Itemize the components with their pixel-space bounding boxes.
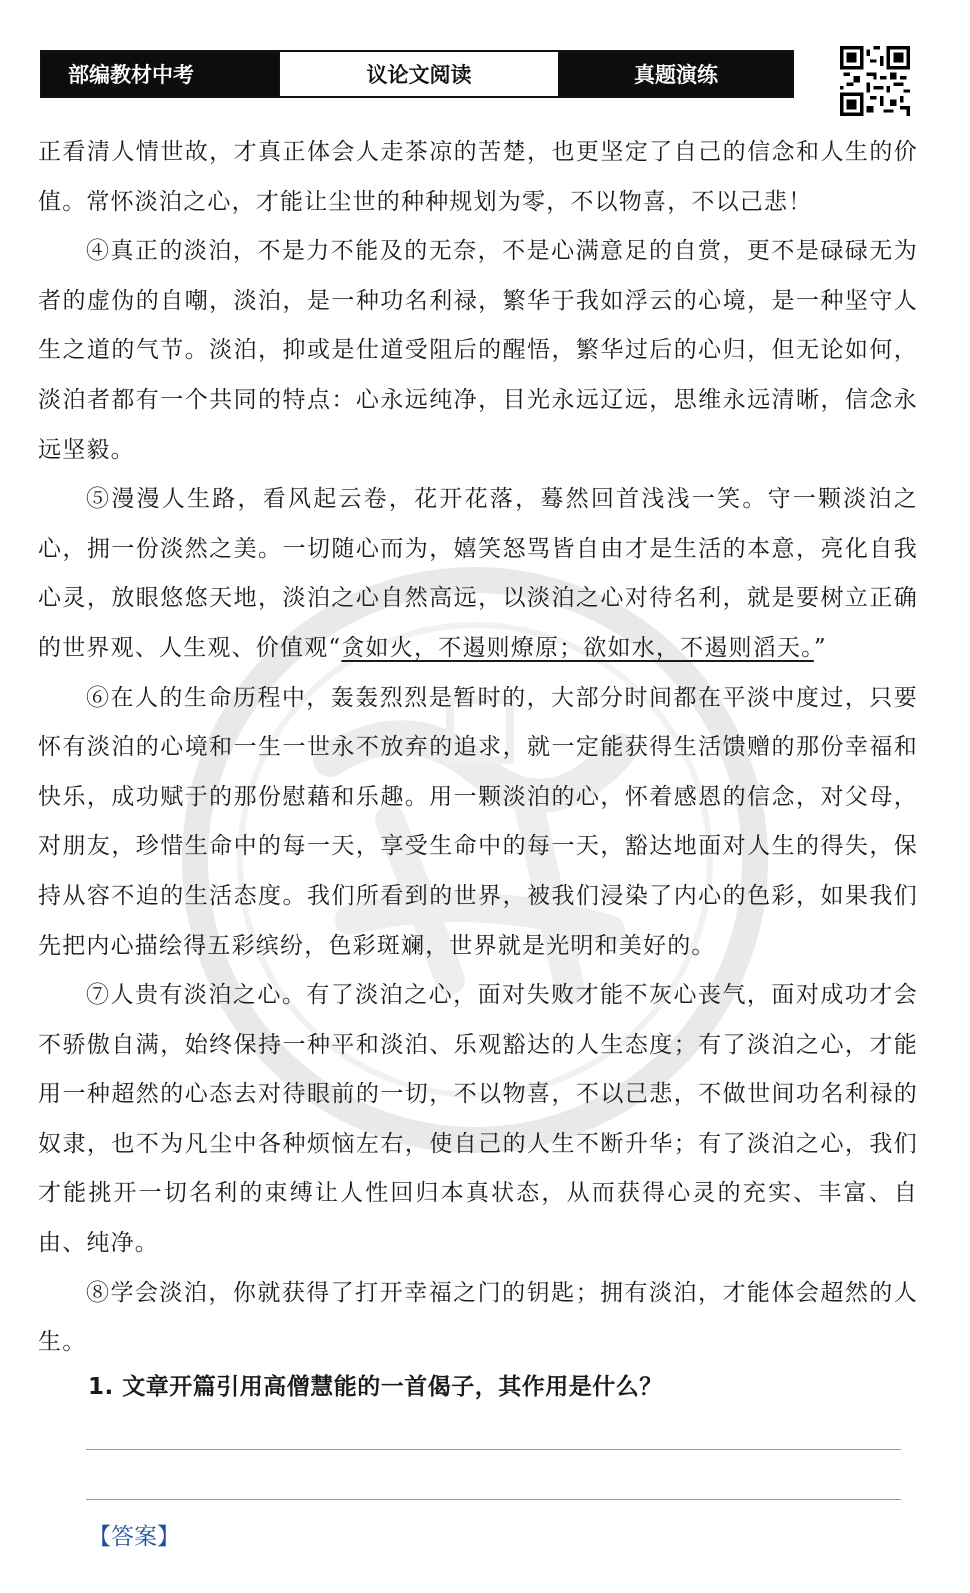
question-1: 1. 文章开篇引用高僧慧能的一首偈子，其作用是什么？ bbox=[88, 1374, 663, 1400]
paragraph-5-text: ⑤漫漫人生路，看风起云卷，花开花落，蓦然回首浅浅一笑。守一颗淡泊之心，拥一份淡然之美。一切随心而为，嬉笑怒骂皆自由才是生活的本意，亮化自我心灵，放眼悠悠天地，淡泊之心自然高远，以淡泊之心对待名利，就是要树立正确的世界观、人生观、价值观“ bbox=[38, 486, 918, 661]
paragraph-5-underlined-quote: 贪如火，不遏则燎原；欲如水，不遏则滔天。 bbox=[341, 634, 814, 661]
paragraph-4: ④真正的淡泊，不是力不能及的无奈，不是心满意足的自赏，更不是碌碌无为者的虚伪的自嘲，淡泊，是一种功名利禄，繁华于我如浮云的心境，是一种坚守人生之道的气节。淡泊，抑或是仕道受阻后的醒悟，繁华过后的心归，但无论如何，淡泊者都有一个共同的特点：心永远纯净，目光永远辽远，思维永远清晰，信念永远坚毅。 bbox=[38, 238, 918, 463]
paragraph-5 bbox=[38, 475, 918, 673]
paragraph-7: ⑦人贵有淡泊之心。有了淡泊之心，面对失败才能不灰心丧气，面对成功才会不骄傲自满，始终保持一种平和淡泊、乐观豁达的人生态度；有了淡泊之心，才能用一种超然的心态去对待眼前的一切，不以物喜，不以己悲，不做世间功名利禄的奴隶，也不为凡尘中各种烦恼左右，使自己的人生不断升华；有了淡泊之心，我们才能挑开一切名利的束缚让人性回归本真状态，从而获得心灵的充实、丰富、自由、纯净。 bbox=[38, 982, 918, 1257]
header-bar bbox=[40, 50, 794, 98]
paragraph-6: ⑥在人的生命历程中，轰轰烈烈是暂时的，大部分时间都在平淡中度过，只要怀有淡泊的心境和一生一世永不放弃的追求，就一定能获得生活馈赠的那份幸福和快乐，成功赋于的那份慰藉和乐趣。用一颗淡泊的心，怀着感恩的信念，对父母，对朋友，珍惜生命中的每一天，享受生命中的每一天，豁达地面对人生的得失，保持从容不迫的生活态度。我们所看到的世界，被我们浸染了内心的色彩，如果我们先把内心描绘得五彩缤纷，色彩斑斓，世界就是光明和美好的。 bbox=[38, 684, 918, 959]
header-topic-label: 议论文阅读 bbox=[278, 52, 560, 96]
paragraph-3-continued: 正看清人情世故，才真正体会人走茶凉的苦楚，也更坚定了自己的信念和人生的价值。常怀淡泊之心，才能让尘世的种种规划为零，不以物喜，不以己悲！ bbox=[38, 139, 918, 215]
qr-code-icon bbox=[840, 46, 910, 116]
header-series-label: 部编教材中考 bbox=[42, 52, 278, 96]
article-body bbox=[38, 128, 918, 1368]
answer-line-1[interactable] bbox=[86, 1449, 901, 1450]
paragraph-5-closing-quote: ” bbox=[813, 634, 827, 661]
answer-label: 【答案】 bbox=[88, 1524, 180, 1550]
answer-line-2[interactable] bbox=[86, 1499, 901, 1500]
paragraph-8: ⑧学会淡泊，你就获得了打开幸福之门的钥匙；拥有淡泊，才能体会超然的人生。 bbox=[38, 1279, 918, 1356]
header-section-label: 真题演练 bbox=[560, 52, 792, 96]
